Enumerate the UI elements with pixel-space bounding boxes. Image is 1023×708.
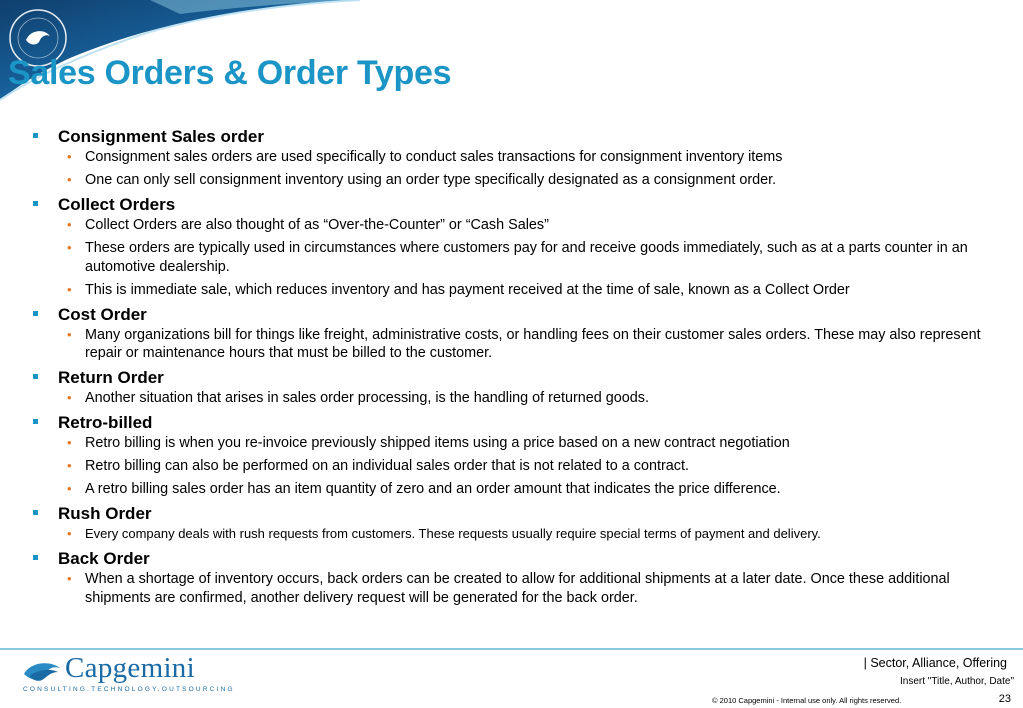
section-heading bbox=[0, 503, 1023, 525]
bullet-text: These orders are typically used in circumstances where customers pay for and receive goods immediately, such as at a parts counter in an automotive dealership. bbox=[85, 240, 968, 275]
bullet-text: A retro billing sales order has an item quantity of zero and an order amount that indicates the price difference. bbox=[85, 481, 781, 497]
footer-divider bbox=[0, 648, 1023, 650]
square-bullet-icon bbox=[33, 555, 38, 560]
square-bullet-icon bbox=[33, 311, 38, 316]
bullet-item bbox=[0, 216, 1023, 235]
dot-bullet-icon: • bbox=[67, 526, 72, 541]
page-number: 23 bbox=[998, 693, 1011, 705]
section-heading-text: Back Order bbox=[58, 549, 150, 568]
square-bullet-icon bbox=[33, 201, 38, 206]
bullet-item bbox=[0, 525, 1023, 544]
dot-bullet-icon: • bbox=[67, 149, 72, 164]
bullet-text: Another situation that arises in sales order processing, is the handling of returned goods. bbox=[85, 390, 649, 406]
section bbox=[0, 194, 1023, 299]
square-bullet-icon bbox=[33, 133, 38, 138]
section-heading-text: Collect Orders bbox=[58, 195, 176, 214]
slide-title: Sales Orders & Order Types bbox=[8, 54, 452, 92]
section-heading-text: Return Order bbox=[58, 368, 164, 387]
bullet-item bbox=[0, 171, 1023, 190]
bullet-item bbox=[0, 570, 1023, 607]
section-heading bbox=[0, 548, 1023, 570]
section bbox=[0, 367, 1023, 408]
dot-bullet-icon: • bbox=[67, 281, 72, 297]
logo-tagline: CONSULTING.TECHNOLOGY.OUTSOURCING bbox=[23, 686, 235, 693]
bullet-text: Consignment sales orders are used specifically to conduct sales transactions for consignment inventory items bbox=[85, 149, 783, 165]
bullet-text: Collect Orders are also thought of as “Over-the-Counter” or “Cash Sales” bbox=[85, 217, 549, 233]
section bbox=[0, 412, 1023, 499]
bullet-item bbox=[0, 457, 1023, 476]
logo-wordmark: Capgemini bbox=[65, 652, 195, 684]
section-heading bbox=[0, 126, 1023, 148]
dot-bullet-icon: • bbox=[67, 435, 72, 450]
bullet-text: One can only sell consignment inventory using an order type specifically designated as a consignment order. bbox=[85, 172, 777, 188]
dot-bullet-icon: • bbox=[67, 571, 72, 586]
footer-sector: | Sector, Alliance, Offering bbox=[863, 656, 1007, 670]
square-bullet-icon bbox=[33, 510, 38, 515]
bullet-text: This is immediate sale, which reduces inventory and has payment received at the time of sale, known as a Collect Order bbox=[85, 281, 850, 298]
section bbox=[0, 304, 1023, 363]
section-heading bbox=[0, 412, 1023, 434]
section-heading-text: Consignment Sales order bbox=[58, 127, 264, 146]
dot-bullet-icon: • bbox=[67, 458, 72, 473]
section-heading bbox=[0, 194, 1023, 216]
dot-bullet-icon: • bbox=[67, 390, 72, 405]
section bbox=[0, 548, 1023, 607]
bullet-item bbox=[0, 239, 1023, 276]
dot-bullet-icon: • bbox=[67, 481, 72, 496]
dot-bullet-icon: • bbox=[67, 240, 72, 255]
section bbox=[0, 126, 1023, 190]
footer-insert: Insert "Title, Author, Date" bbox=[899, 676, 1014, 687]
square-bullet-icon bbox=[33, 374, 38, 379]
bullet-item bbox=[0, 480, 1023, 499]
section-heading-text: Cost Order bbox=[58, 304, 147, 324]
bullet-item bbox=[0, 389, 1023, 408]
section-heading bbox=[0, 367, 1023, 389]
bullet-item bbox=[0, 281, 1023, 300]
bullet-text: Retro billing can also be performed on an individual sales order that is not related to a contract. bbox=[85, 458, 689, 474]
dot-bullet-icon: • bbox=[67, 172, 72, 187]
bullet-item bbox=[0, 434, 1023, 453]
bullet-text: Many organizations bill for things like freight, administrative costs, or handling fees on their customer sales orders. These may also represent repair or maintenance hours that must be billed to the customer. bbox=[85, 326, 981, 361]
dot-bullet-icon: • bbox=[67, 217, 72, 232]
bullet-text: When a shortage of inventory occurs, back orders can be created to allow for additional shipments at a later date. Once these additional shipments are confirmed, another delivery request will be generated for the back order. bbox=[85, 571, 950, 606]
content-list bbox=[0, 126, 1023, 612]
bullet-item bbox=[0, 326, 1023, 363]
section bbox=[0, 503, 1023, 544]
section-heading-text: Retro-billed bbox=[58, 413, 153, 432]
bullet-text: Every company deals with rush requests from customers. These requests usually require special terms of payment and delivery. bbox=[85, 526, 821, 541]
footer-copyright: © 2010 Capgemini - Internal use only. All rights reserved. bbox=[712, 696, 902, 705]
bullet-text: Retro billing is when you re-invoice previously shipped items using a price based on a new contract negotiation bbox=[85, 435, 790, 451]
dot-bullet-icon: • bbox=[67, 326, 72, 342]
bullet-item bbox=[0, 148, 1023, 167]
square-bullet-icon bbox=[33, 419, 38, 424]
section-heading-text: Rush Order bbox=[58, 504, 152, 523]
section-heading bbox=[0, 304, 1023, 326]
